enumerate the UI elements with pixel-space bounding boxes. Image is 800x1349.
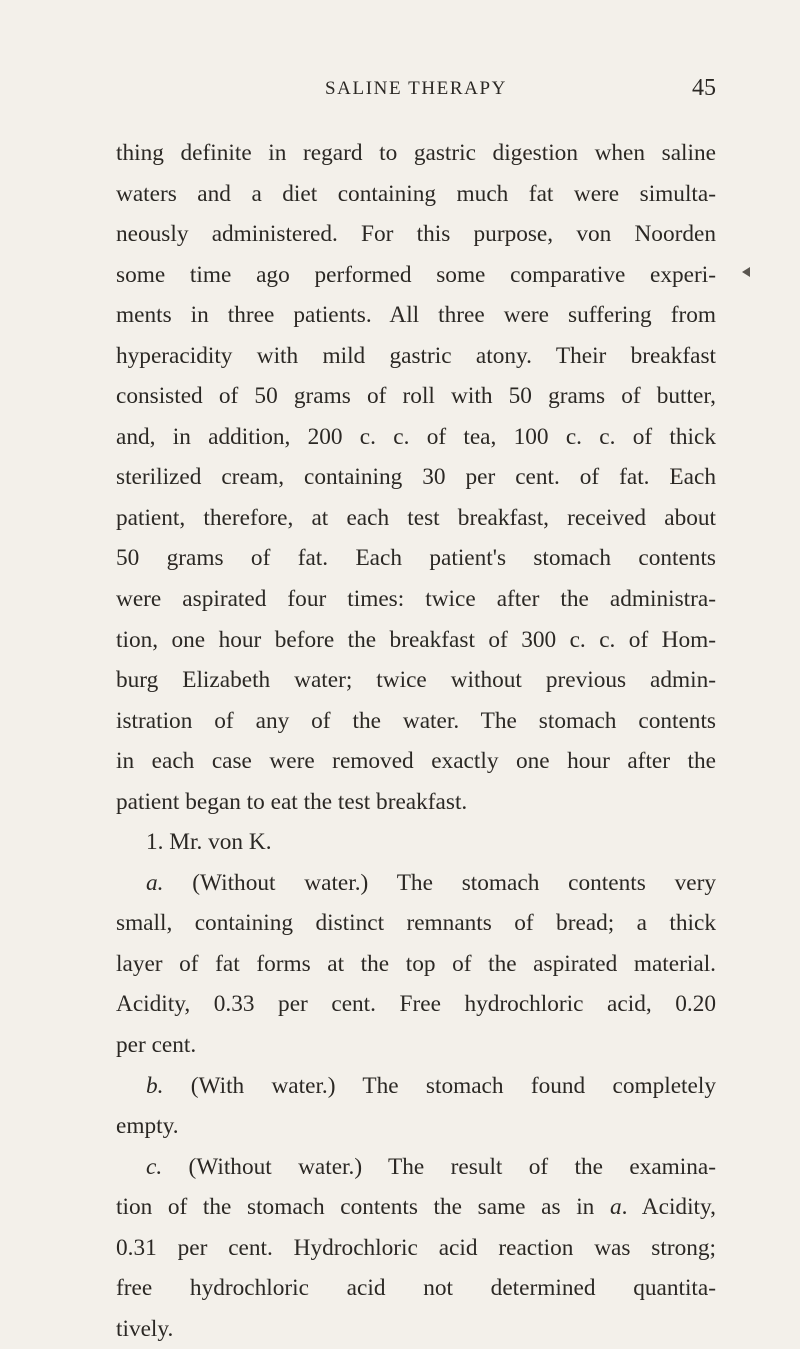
text-line: were aspirated four times: twice after the administra- [116, 586, 716, 613]
case-b-line [116, 1066, 716, 1107]
text-line: waters and a diet containing much fat were simulta- [116, 180, 716, 207]
case-label-c: c. [146, 1153, 163, 1180]
running-head: SALINE THERAPY [325, 78, 507, 99]
text-line: neously administered. For this purpose, von Noorden [116, 221, 716, 248]
text-line: 50 grams of fat. Each patient's stomach contents [116, 545, 716, 572]
text-line: tively. [116, 1315, 174, 1342]
text-line: (Without water.) The result of the examina- [188, 1153, 717, 1180]
text-line: and, in addition, 200 c. c. of tea, 100 c. c. of thick [116, 423, 716, 450]
case-heading: 1. Mr. von K. [146, 829, 272, 856]
text-line: in each case were removed exactly one hour after the [116, 748, 716, 775]
text-line: patient, therefore, at each test breakfast, received about [116, 504, 716, 531]
page-number: 45 [692, 75, 716, 101]
text-line: empty. [116, 1113, 179, 1140]
case-ref-a: a [609, 1194, 622, 1221]
text-line: free hydrochloric acid not determined quantita- [116, 1275, 716, 1302]
case-label-a: a. [146, 869, 164, 896]
margin-mark-icon [742, 267, 750, 277]
page-header [116, 75, 716, 114]
text-line: per cent. [116, 1032, 197, 1059]
text-line: tion, one hour before the breakfast of 300 c. c. of Hom- [116, 626, 716, 653]
text-line: some time ago performed some comparative experi- [116, 261, 716, 288]
text-line: sterilized cream, containing 30 per cent. of fat. Each [116, 464, 716, 491]
text-line: layer of fat forms at the top of the aspirated material. [116, 950, 716, 977]
case-c-line [116, 1147, 716, 1188]
text-line: Acidity, 0.33 per cent. Free hydrochloric acid, 0.20 [116, 991, 716, 1018]
body-text [116, 133, 716, 1349]
text-line: patient began to eat the test breakfast. [116, 788, 468, 815]
text-line: burg Elizabeth water; twice without previous admin- [116, 667, 716, 694]
case-a-line [116, 863, 716, 904]
text-line: small, containing distinct remnants of bread; a thick [116, 910, 716, 937]
text-line: (Without water.) The stomach contents very [192, 869, 716, 896]
text-line: 0.31 per cent. Hydrochloric acid reaction was strong; [116, 1234, 716, 1261]
text-line: consisted of 50 grams of roll with 50 grams of butter, [116, 383, 716, 410]
text-line: hyperacidity with mild gastric atony. Their breakfast [116, 342, 716, 369]
text-line: . Acidity, [621, 1194, 716, 1221]
text-line: tion of the stomach contents the same as in [116, 1194, 595, 1221]
case-label-b: b. [146, 1072, 164, 1099]
text-line: (With water.) The stomach found completely [190, 1072, 716, 1099]
text-line: ments in three patients. All three were suffering from [116, 302, 716, 329]
text-line: istration of any of the water. The stomach contents [116, 707, 716, 734]
case-c-ref-line [116, 1187, 716, 1228]
text-line: thing definite in regard to gastric digestion when saline [116, 140, 716, 166]
